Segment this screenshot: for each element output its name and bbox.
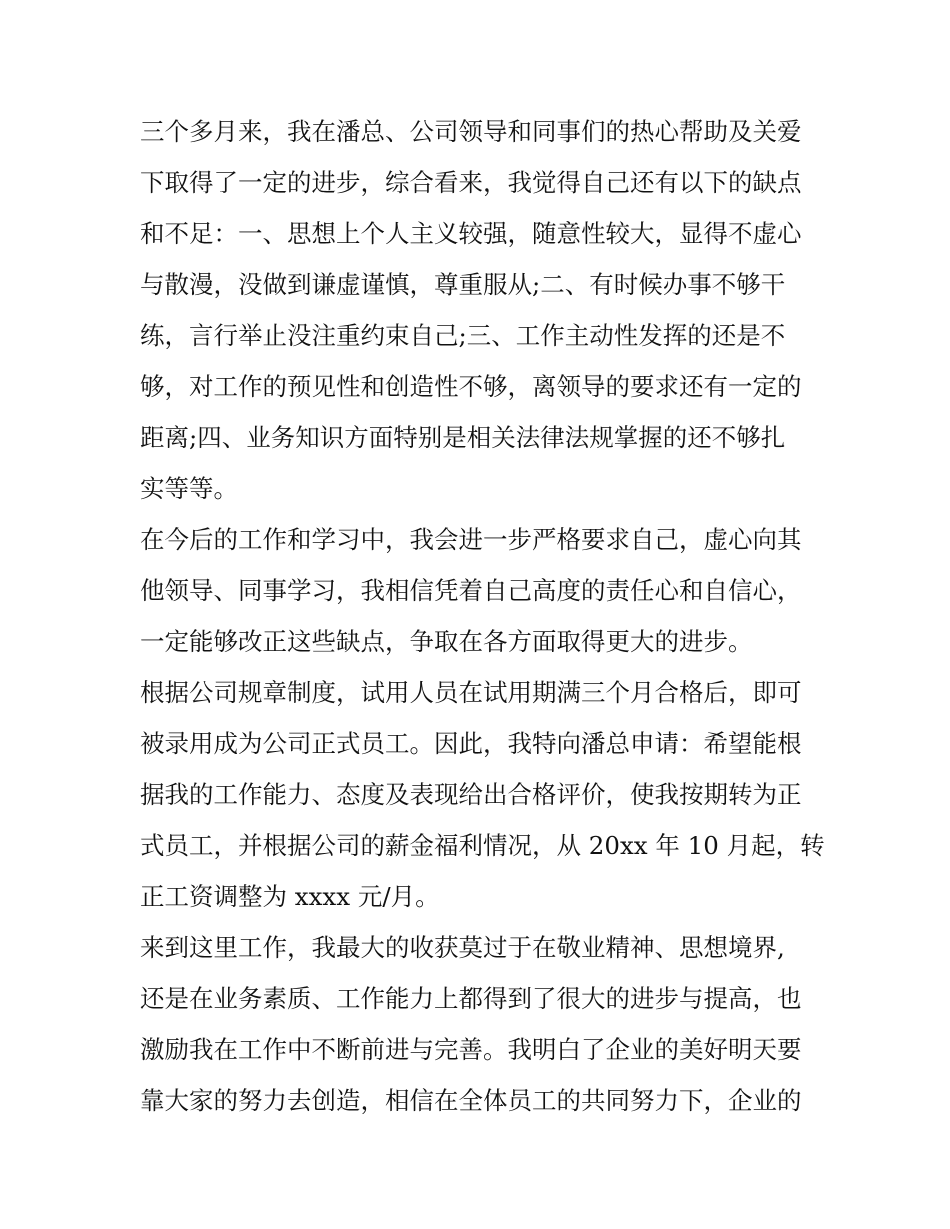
paragraph-application	[140, 667, 825, 922]
text-line: 靠大家的努力去创造，相信在全体员工的共同努力下，企业的	[140, 1086, 802, 1115]
text-line: 来到这里工作，我最大的收获莫过于在敬业精神、思想境界,	[140, 933, 785, 962]
text-line: 下取得了一定的进步，综合看来，我觉得自己还有以下的缺点	[140, 168, 802, 197]
text-line: 一定能够改正这些缺点，争取在各方面取得更大的进步。	[140, 627, 753, 656]
text-line: 距离;四、业务知识方面特别是相关法律法规掌握的还不够扎	[140, 423, 786, 452]
text-line: 据我的工作能力、态度及表现给出合格评价，使我按期转为正	[140, 780, 802, 809]
text-line: 实等等。	[140, 474, 238, 503]
text-line: 被录用成为公司正式员工。因此，我特向潘总申请：希望能根	[140, 729, 802, 758]
text-line: 练，言行举止没注重约束自己;三、工作主动性发挥的还是不	[140, 321, 786, 350]
text-line: 式员工，并根据公司的薪金福利情况，从 20xx 年 10 月起，转	[140, 831, 825, 860]
text-line: 还是在业务素质、工作能力上都得到了很大的进步与提高，也	[140, 984, 802, 1013]
text-line: 三个多月来，我在潘总、公司领导和同事们的热心帮助及关爱	[140, 117, 802, 146]
document-body	[140, 106, 825, 1126]
text-line: 激励我在工作中不断前进与完善。我明白了企业的美好明天要	[140, 1035, 802, 1064]
text-line: 够，对工作的预见性和创造性不够，离领导的要求还有一定的	[140, 372, 802, 401]
text-line: 他领导、同事学习，我相信凭着自己高度的责任心和自信心，	[140, 576, 802, 605]
text-line: 正工资调整为 xxxx 元/月。	[140, 882, 440, 911]
paragraph-self-assessment	[140, 106, 816, 514]
text-line: 和不足：一、思想上个人主义较强，随意性较大，显得不虚心	[140, 219, 802, 248]
text-line: 与散漫，没做到谦虚谨慎，尊重服从;二、有时候办事不够干	[140, 270, 786, 299]
paragraph-future-plan	[140, 514, 816, 667]
paragraph-gains	[140, 922, 816, 1126]
text-line: 根据公司规章制度，试用人员在试用期满三个月合格后，即可	[140, 678, 802, 707]
text-line: 在今后的工作和学习中，我会进一步严格要求自己，虚心向其	[140, 525, 802, 554]
